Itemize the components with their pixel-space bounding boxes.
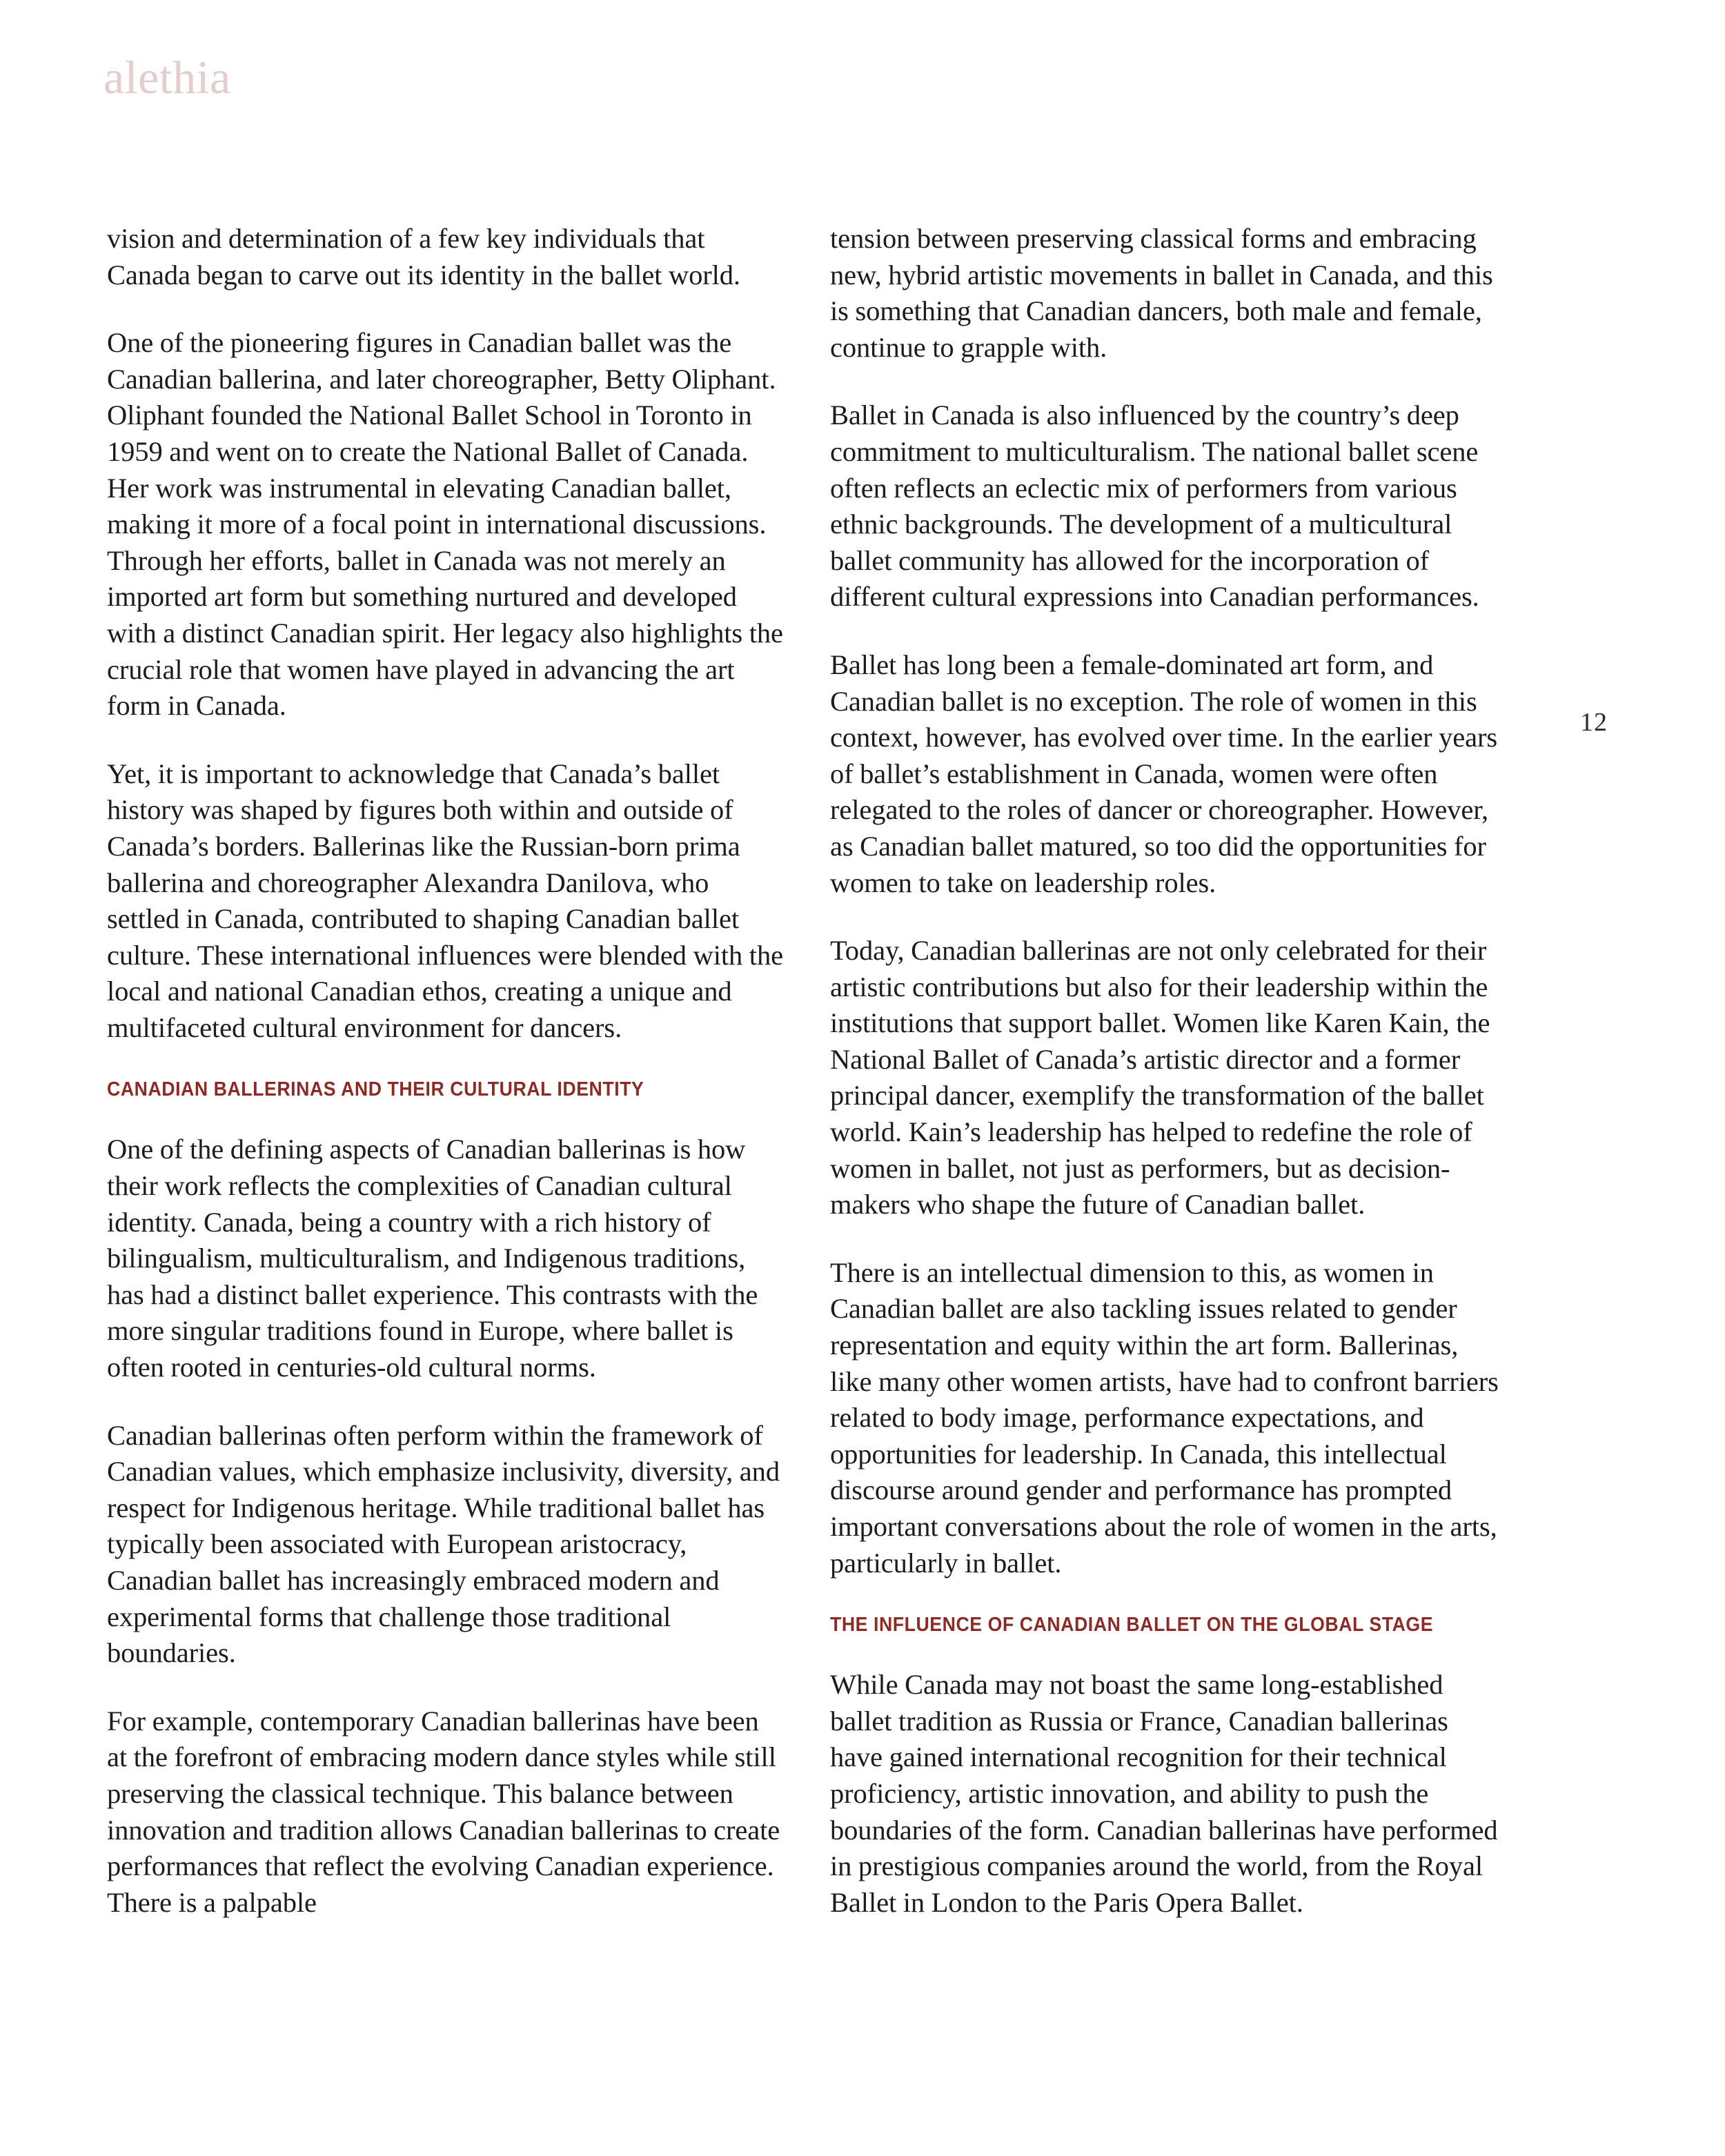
body-paragraph: vision and determination of a few key individuals that Canada began to carve out its identity in the ballet world. [107, 223, 740, 290]
body-paragraph: Today, Canadian ballerinas are not only celebrated for their artistic contributions but also for their leadership within the institutions that support ballet. Women like Karen Kain, the National Ballet of Canada’s artistic director and a former principal dancer, exemplify the transformation of the ballet world. Kain’s leadership has helped to redefine the role of women in ballet, not just as performers, but as decision-makers who shape the future of Canadian ballet. [830, 935, 1490, 1220]
section-heading: CANADIAN BALLERINAS AND THEIR CULTURAL IDENTITY [107, 1078, 644, 1101]
body-paragraph: tension between preserving classical forms and embracing new, hybrid artistic movements in ballet in Canada, and this is something that Canadian dancers, both male and female, continue to grapple with. [830, 223, 1493, 363]
body-paragraph: For example, contemporary Canadian ballerinas have been at the forefront of embracing modern dance styles while still preserving the classical technique. This balance between innovation and tradition allows Canadian ballerinas to create performances that reflect the evolving Canadian experience. There is a palpable [107, 1705, 780, 1918]
article-body [107, 221, 1521, 1921]
text-column-left [107, 221, 783, 1921]
body-paragraph: One of the pioneering figures in Canadian ballet was the Canadian ballerina, and later choreographer, Betty Oliphant. Oliphant founded the National Ballet School in Toronto in 1959 and went on to create the National Ballet of Canada. Her work was instrumental in elevating Canadian ballet, making it more of a focal point in international discussions. Through her efforts, ballet in Canada was not merely an imported art form but something nurtured and developed with a distinct Canadian spirit. Her legacy also highlights the crucial role that women have played in advancing the art form in Canada. [107, 327, 783, 722]
section-heading: THE INFLUENCE OF CANADIAN BALLET ON THE GLOBAL STAGE [830, 1614, 1434, 1636]
body-paragraph: Yet, it is important to acknowledge that Canada’s ballet history was shaped by figures both within and outside of Canada’s borders. Ballerinas like the Russian-born prima ballerina and choreographer Alexandra Danilova, who settled in Canada, contributed to shaping Canadian ballet culture. These international influences were blended with the local and national Canadian ethos, creating a unique and multifaceted cultural environment for dancers. [107, 758, 783, 1043]
body-paragraph: There is an intellectual dimension to this, as women in Canadian ballet are also tackling issues related to gender representation and equity within the art form. Ballerinas, like many other women artists, have had to confront barriers related to body image, performance expectations, and opportunities for leadership. In Canada, this intellectual discourse around gender and performance has prompted important conversations about the role of women in the arts, particularly in ballet. [830, 1256, 1499, 1579]
text-column-right [830, 221, 1506, 1921]
body-paragraph: Ballet has long been a female-dominated art form, and Canadian ballet is no exception. The role of women in this context, however, has evolved over time. In the earlier years of ballet’s establishment in Canada, women were often relegated to the roles of dancer or choreographer. However, as Canadian ballet matured, so too did the opportunities for women to take on leadership roles. [830, 649, 1498, 898]
body-paragraph: One of the defining aspects of Canadian ballerinas is how their work reflects the complexities of Canadian cultural identity. Canada, being a country with a rich history of bilingualism, multiculturalism, and Indigenous traditions, has had a distinct ballet experience. This contrasts with the more singular traditions found in Europe, where ballet is often rooted in centuries-old cultural norms. [107, 1134, 758, 1383]
masthead-wordmark: alethia [103, 51, 231, 103]
body-paragraph: Ballet in Canada is also influenced by the country’s deep commitment to multiculturalism. The national ballet scene often reflects an eclectic mix of performers from various ethnic backgrounds. The development of a multicultural ballet community has allowed for the incorporation of different cultural expressions into Canadian performances. [830, 399, 1479, 613]
body-paragraph: Canadian ballerinas often perform within the framework of Canadian values, which emphasize inclusivity, diversity, and respect for Indigenous heritage. While traditional ballet has typically been associated with European aristocracy, Canadian ballet has increasingly embraced modern and experimental forms that challenge those traditional boundaries. [107, 1419, 780, 1669]
page-number: 12 [1580, 708, 1608, 737]
body-paragraph: While Canada may not boast the same long-established ballet tradition as Russia or France, Canadian ballerinas have gained international recognition for their technical proficiency, artistic innovation, and ability to push the boundaries of the form. Canadian ballerinas have performed in prestigious companies around the world, from the Royal Ballet in London to the Paris Opera Ballet. [830, 1669, 1498, 1918]
